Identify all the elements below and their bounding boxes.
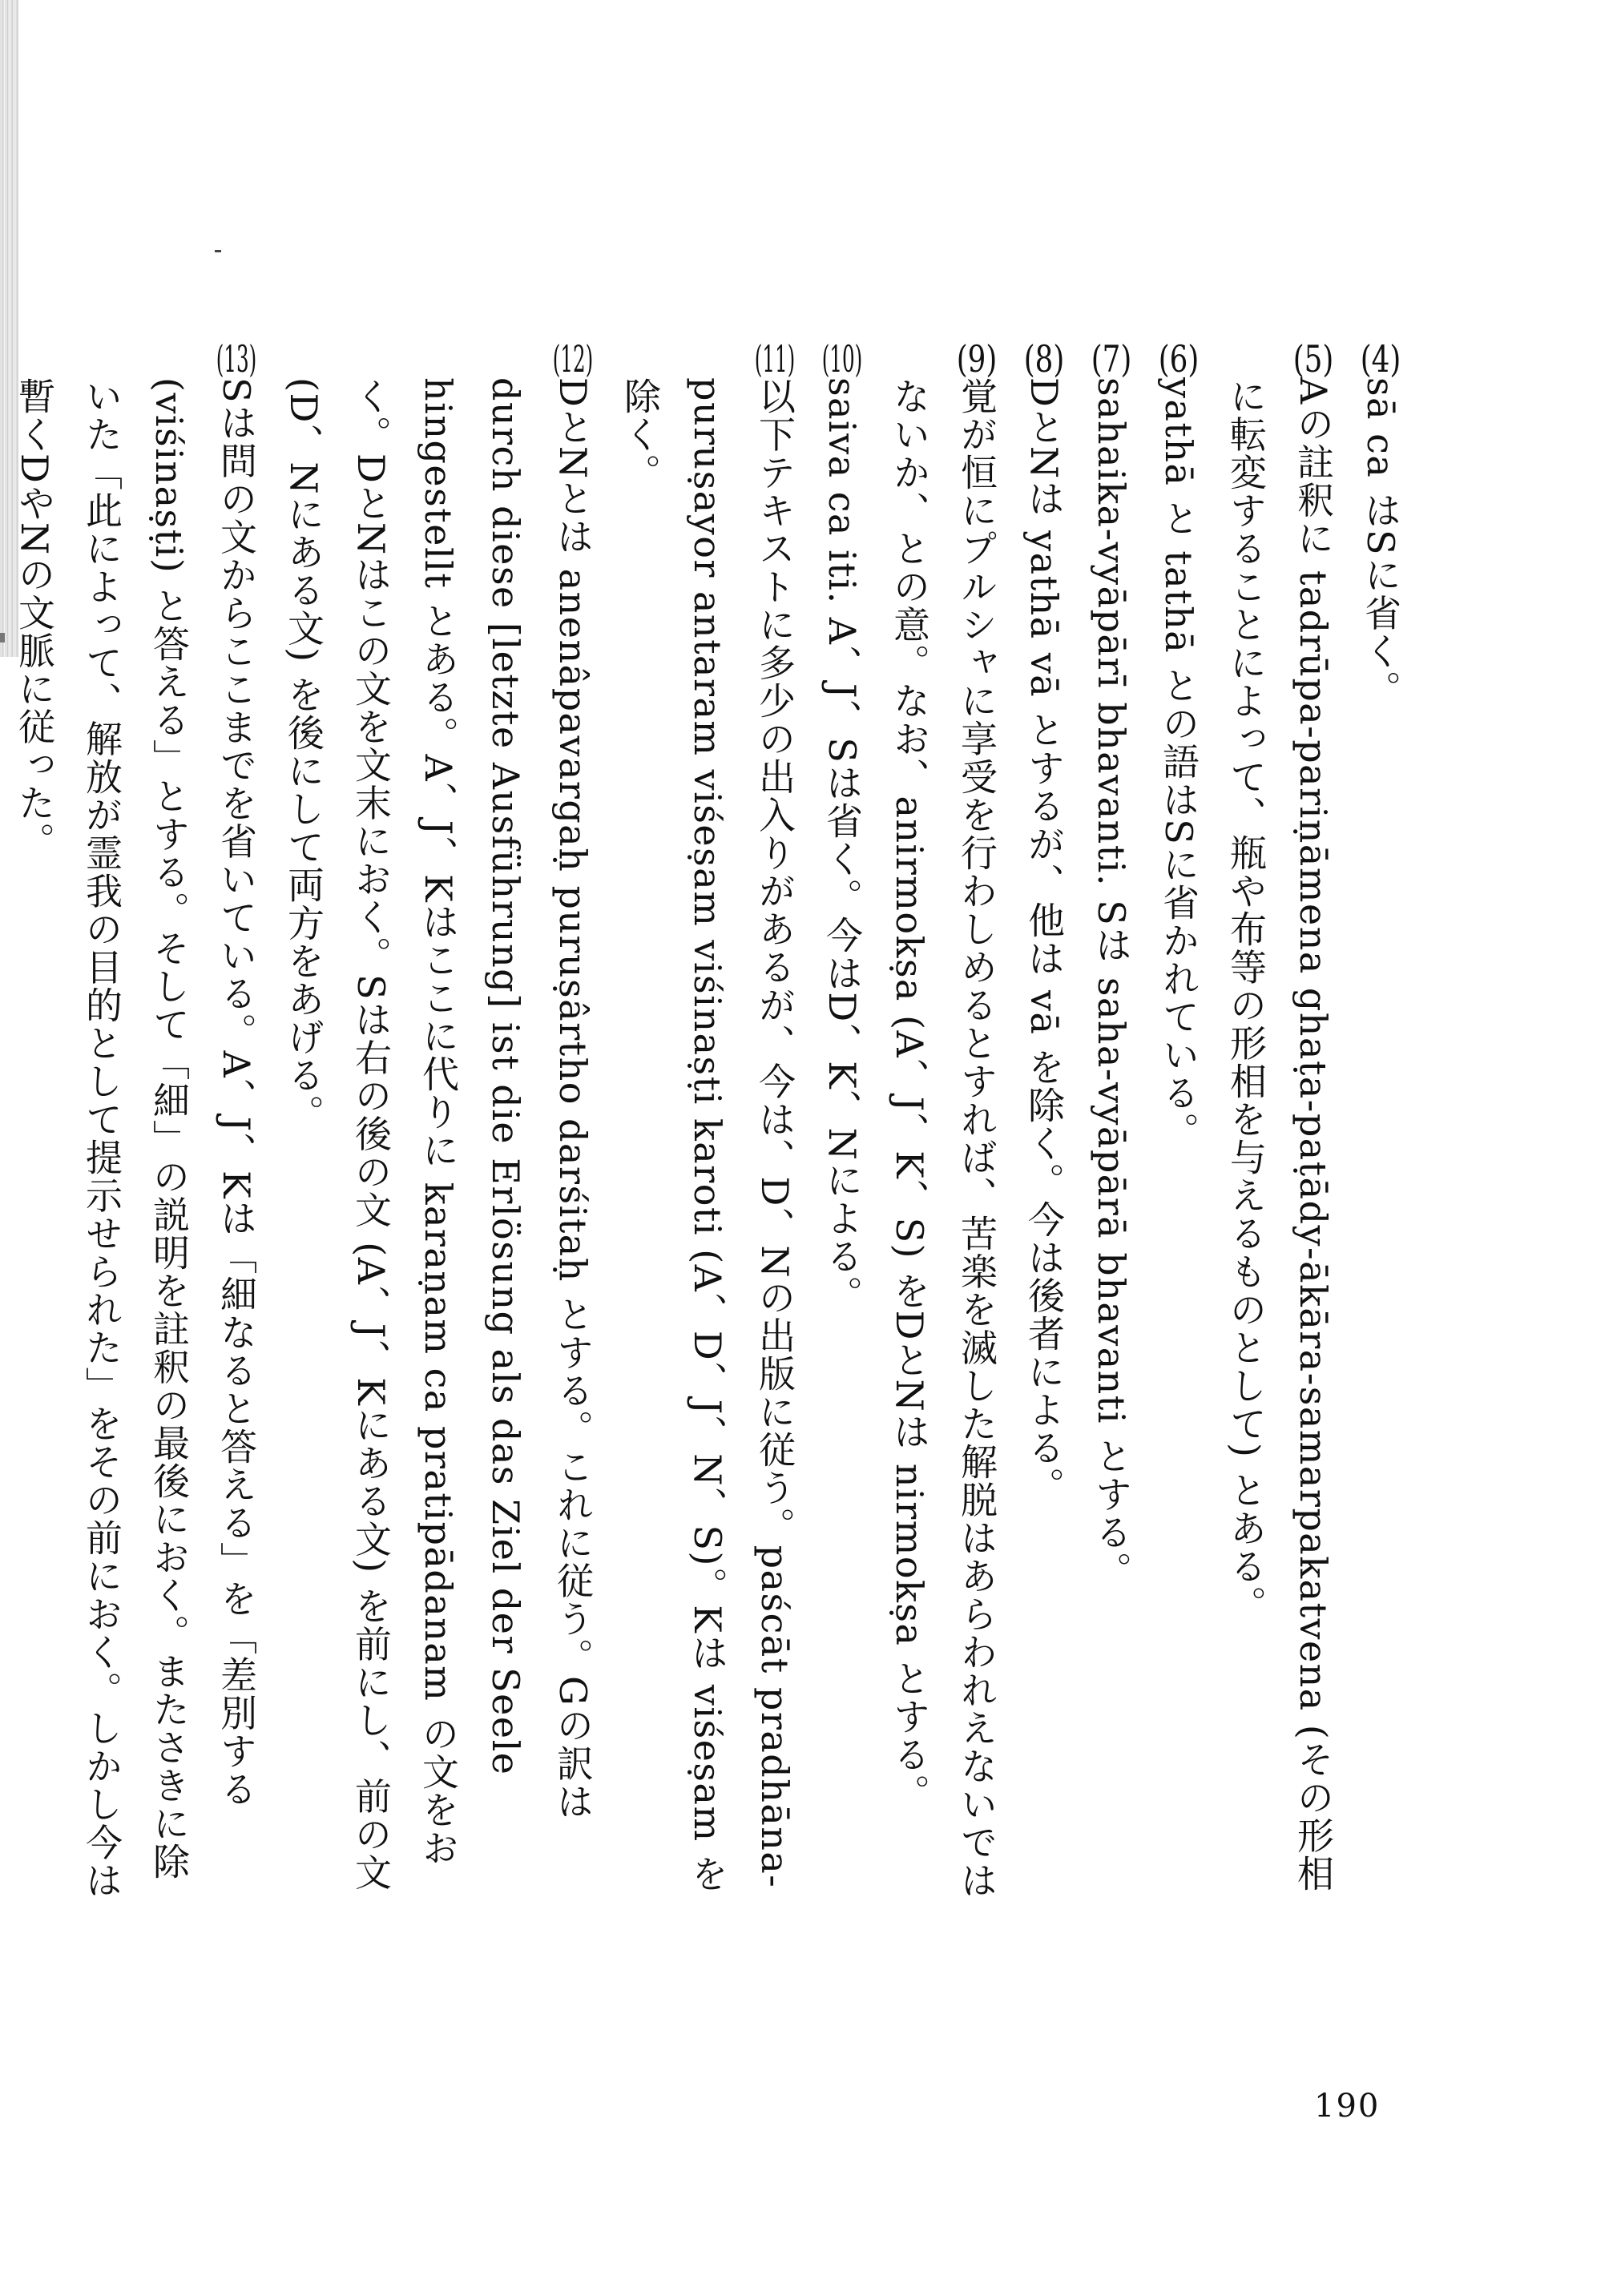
note-text: Aの註釈に tadrūpa-pariṇāmena ghaṭa-paṭādy-ākāra-samarpakatvena (その形相に転変することによって、瓶や布等の形相を与えるものとして) とある。 [1224,377,1335,1893]
note-4 [1347,340,1414,1911]
note-number: (13) [216,340,257,377]
note-5 [1212,340,1347,1911]
note-8 [1010,340,1078,1911]
page-number: 190 [1314,2088,1381,2125]
note-7 [1078,340,1145,1911]
note-text: DとNとは anenâpavargaḥ puruṣârtho darśitaḥ とする。これに従う。Gの訳は durch diese [letzte Ausführung] ist die Erlösung als das Ziel der Seele hingestellt とある。A、J、Kはここに代りに karaṇam ca pratipādanam の文をおく。DとNはこの文を文末におく。Sは右の後の文 (A、J、Kにある文) を前にし、前の文 (D、Nにある文) を後にして両方をあげる。 [282,377,595,1891]
note-10 [808,340,876,1911]
note-14 [0,340,1,1911]
note-9 [876,340,1010,1911]
note-11 [607,340,808,1911]
note-text: sā ca はSに省く。 [1359,377,1402,708]
note-number: (9) [956,340,998,377]
note-number: (8) [1023,340,1065,377]
note-13 [1,340,270,1911]
note-text: 覚が恒にプルシャに享受を行わしめるとすれば、苦楽を滅した解脱はあらわれえないではないか、との意。なお、anirmokṣa (A、J、K、S) をDとNは nirmokṣa とする。 [888,377,998,1899]
note-text: saiva ca iti. A、J、Sは省く。今はD、K、Nによる。 [821,377,864,1314]
note-text: yathā と tathā との語はSに省かれている。 [1157,377,1200,1150]
note-12 [270,340,607,1911]
note-number [0,340,1,377]
note-number: (7) [1091,340,1132,377]
note-text: Sは問の文からここまでを省いている。A、J、Kは「細なると答える」を「差別する (viśinaṣṭi) と答える」とする。そして「細」の説明を註釈の最後におく。またさきに除いた「此によって、解放が霊我の目的として提示せられた」をその前におく。しかし今は暫くDやNの文脈に従った。 [13,377,258,1899]
note-number: (12) [552,340,594,377]
note-number: (11) [754,340,796,377]
note-text: 以下テキストに多少の出入りがあるが、今は、D、Nの出版に従う。paścāt pradhāna-puruṣayor antaram viśeṣam viśinaṣṭi karoti (A、D、J、N、S)。Kは viśeṣam を除く。 [619,377,796,1894]
scan-mark [215,250,221,252]
note-number: (5) [1292,340,1334,377]
note-text: DとNは yathā vā とするが、他は vā を除く。今は後者による。 [1022,377,1066,1505]
note-text: sahaika-vyāpārī bhavanti. Sは saha-vyāpārā bhavanti とする。 [1090,377,1133,1590]
notes-column [0,340,1414,1911]
note-6 [1145,340,1212,1911]
note-number: (10) [821,340,863,377]
note-text [0,377,1,1911]
note-number: (6) [1158,340,1200,377]
note-number: (4) [1360,340,1401,377]
